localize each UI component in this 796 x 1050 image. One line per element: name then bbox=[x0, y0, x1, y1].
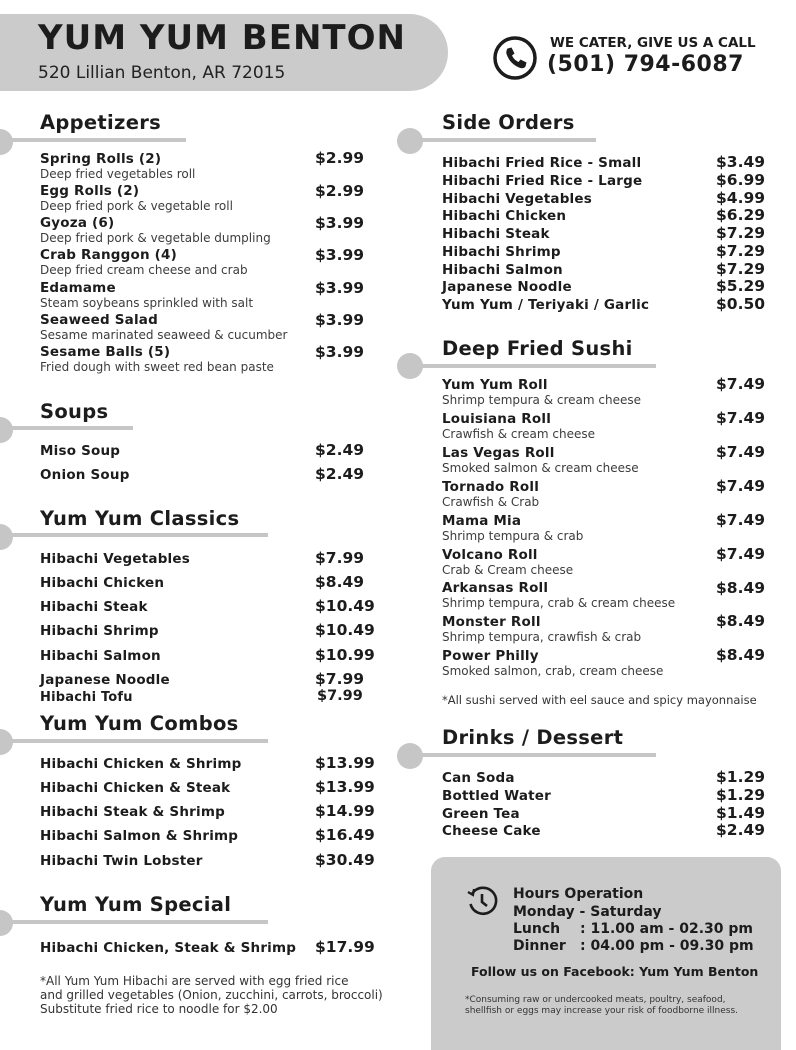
phone-icon bbox=[492, 35, 538, 81]
menu-item-price: $7.29 bbox=[716, 260, 766, 278]
menu-item-price: $7.49 bbox=[716, 511, 766, 529]
menu-item-price: $30.49 bbox=[315, 851, 375, 869]
menu-item-name: Hibachi Chicken, Steak & Shrimp bbox=[40, 940, 297, 956]
menu-item-price: $6.29 bbox=[716, 206, 766, 224]
section-line bbox=[420, 138, 596, 142]
section-dot bbox=[0, 417, 13, 443]
menu-item-name: Green Tea bbox=[442, 806, 520, 822]
menu-item-desc: Smoked salmon, crab, cream cheese bbox=[442, 664, 664, 678]
section-title-appetizers: Appetizers bbox=[40, 111, 162, 134]
menu-item-name: Hibachi Steak bbox=[40, 599, 148, 615]
menu-item-desc: Crawfish & cream cheese bbox=[442, 427, 595, 441]
menu-item-name: Japanese Noodle bbox=[442, 279, 572, 295]
menu-item-name: Hibachi Salmon bbox=[442, 262, 563, 278]
menu-item-name: Hibachi Steak & Shrimp bbox=[40, 804, 225, 820]
menu-item-price: $7.99 bbox=[315, 670, 365, 688]
menu-item-desc: Deep fried pork & vegetable dumpling bbox=[40, 231, 271, 245]
section-dot bbox=[0, 524, 13, 550]
menu-item-name: Hibachi Steak bbox=[442, 226, 550, 242]
hibachi-note: *All Yum Yum Hibachi are served with egg fried rice bbox=[40, 974, 349, 988]
food-disclaimer: *Consuming raw or undercooked meats, poultry, seafood, bbox=[465, 995, 726, 1005]
menu-item-price: $7.49 bbox=[716, 375, 766, 393]
menu-item-price: $1.29 bbox=[716, 768, 766, 786]
menu-item-name: Onion Soup bbox=[40, 467, 130, 483]
menu-item-price: $3.99 bbox=[315, 343, 365, 361]
menu-item-price: $7.99 bbox=[317, 688, 363, 704]
menu-item-price: $7.99 bbox=[315, 549, 365, 567]
menu-item-price: $2.99 bbox=[315, 182, 365, 200]
dinner-time: : 04.00 pm - 09.30 pm bbox=[580, 938, 754, 954]
menu-item-name: Spring Rolls (2) bbox=[40, 151, 162, 167]
menu-item-name: Hibachi Tofu bbox=[40, 690, 133, 705]
menu-item-price: $16.49 bbox=[315, 826, 375, 844]
section-title-deep-fried-sushi: Deep Fried Sushi bbox=[442, 337, 633, 360]
menu-item-desc: Deep fried cream cheese and crab bbox=[40, 263, 248, 277]
hours-days: Monday - Saturday bbox=[513, 904, 662, 920]
menu-item-name: Hibachi Vegetables bbox=[442, 191, 592, 207]
menu-item-name: Egg Rolls (2) bbox=[40, 183, 140, 199]
sushi-note: *All sushi served with eel sauce and spicy mayonnaise bbox=[442, 693, 757, 707]
menu-item-price: $13.99 bbox=[315, 778, 375, 796]
menu-item-desc: Deep fried vegetables roll bbox=[40, 167, 196, 181]
section-title-drinks: Drinks / Dessert bbox=[442, 726, 624, 749]
menu-item-desc: Sesame marinated seaweed & cucumber bbox=[40, 328, 288, 342]
menu-item-name: Hibachi Chicken & Shrimp bbox=[40, 756, 242, 772]
menu-item-name: Hibachi Salmon & Shrimp bbox=[40, 828, 239, 844]
menu-item-name: Hibachi Chicken & Steak bbox=[40, 780, 231, 796]
menu-item-desc: Shrimp tempura, crawfish & crab bbox=[442, 630, 642, 644]
menu-item-name: Cheese Cake bbox=[442, 823, 541, 839]
menu-item-name: Hibachi Shrimp bbox=[40, 623, 159, 639]
menu-item-desc: Shrimp tempura, crab & cream cheese bbox=[442, 596, 676, 610]
section-line bbox=[420, 753, 656, 757]
menu-item-price: $7.49 bbox=[716, 443, 766, 461]
menu-item-price: $6.99 bbox=[716, 171, 766, 189]
section-line bbox=[0, 426, 133, 430]
menu-item-price: $7.49 bbox=[716, 409, 766, 427]
menu-item-price: $14.99 bbox=[315, 802, 375, 820]
restaurant-name: YUM YUM BENTON bbox=[38, 18, 406, 58]
menu-item-name: Hibachi Shrimp bbox=[442, 244, 561, 260]
phone-number[interactable]: (501) 794-6087 bbox=[547, 52, 744, 77]
dinner-label: Dinner bbox=[513, 938, 566, 954]
menu-item-price: $7.49 bbox=[716, 477, 766, 495]
menu-item-price: $8.49 bbox=[716, 579, 766, 597]
section-line bbox=[0, 138, 186, 142]
menu-item-name: Bottled Water bbox=[442, 788, 552, 804]
menu-item-price: $17.99 bbox=[315, 938, 375, 956]
menu-item-price: $7.29 bbox=[716, 242, 766, 260]
menu-item-price: $2.49 bbox=[716, 821, 766, 839]
section-title-side-orders: Side Orders bbox=[442, 111, 575, 134]
section-line bbox=[0, 533, 268, 537]
menu-item-name: Monster Roll bbox=[442, 614, 541, 630]
menu-item-name: Edamame bbox=[40, 280, 116, 296]
menu-item-name: Yum Yum Roll bbox=[442, 377, 548, 393]
hibachi-note: and grilled vegetables (Onion, zucchini, carrots, broccoli) bbox=[40, 988, 383, 1002]
menu-item-price: $8.49 bbox=[716, 612, 766, 630]
menu-item-desc: Fried dough with sweet red bean paste bbox=[40, 360, 274, 374]
section-title-combos: Yum Yum Combos bbox=[40, 712, 239, 735]
menu-item-price: $3.49 bbox=[716, 153, 766, 171]
menu-item-name: Gyoza (6) bbox=[40, 215, 115, 231]
menu-item-price: $7.49 bbox=[716, 545, 766, 563]
menu-item-name: Las Vegas Roll bbox=[442, 445, 555, 461]
facebook-link[interactable]: Follow us on Facebook: Yum Yum Benton bbox=[471, 964, 759, 979]
menu-item-price: $2.49 bbox=[315, 465, 365, 483]
menu-item-price: $8.49 bbox=[716, 646, 766, 664]
menu-item-price: $10.49 bbox=[315, 597, 375, 615]
menu-item-price: $3.99 bbox=[315, 214, 365, 232]
menu-item-price: $8.49 bbox=[315, 573, 365, 591]
menu-item-name: Hibachi Chicken bbox=[40, 575, 165, 591]
cater-text: WE CATER, GIVE US A CALL bbox=[550, 35, 756, 51]
menu-item-name: Power Philly bbox=[442, 648, 539, 664]
hibachi-note: Substitute fried rice to noodle for $2.00 bbox=[40, 1002, 278, 1016]
menu-item-name: Can Soda bbox=[442, 770, 515, 786]
menu-item-name: Louisiana Roll bbox=[442, 411, 552, 427]
menu-item-price: $2.49 bbox=[315, 441, 365, 459]
food-disclaimer: shellfish or eggs may increase your risk of foodborne illness. bbox=[465, 1006, 739, 1016]
menu-item-name: Arkansas Roll bbox=[442, 580, 549, 596]
menu-item-price: $10.99 bbox=[315, 646, 375, 664]
menu-item-price: $1.49 bbox=[716, 804, 766, 822]
menu-item-name: Hibachi Vegetables bbox=[40, 551, 190, 567]
menu-item-name: Hibachi Salmon bbox=[40, 648, 161, 664]
section-line bbox=[420, 364, 656, 368]
menu-item-price: $1.29 bbox=[716, 786, 766, 804]
section-line bbox=[0, 739, 268, 743]
menu-item-name: Mama Mia bbox=[442, 513, 522, 529]
menu-item-desc: Crawfish & Crab bbox=[442, 495, 540, 509]
menu-item-price: $10.49 bbox=[315, 621, 375, 639]
menu-item-price: $4.99 bbox=[716, 189, 766, 207]
menu-item-name: Japanese Noodle bbox=[40, 672, 170, 688]
menu-item-price: $5.29 bbox=[716, 277, 766, 295]
menu-item-price: $3.99 bbox=[315, 279, 365, 297]
menu-item-desc: Shrimp tempura & crab bbox=[442, 529, 584, 543]
menu-item-desc: Deep fried pork & vegetable roll bbox=[40, 199, 233, 213]
menu-item-name: Hibachi Fried Rice - Large bbox=[442, 173, 643, 189]
menu-item-name: Hibachi Fried Rice - Small bbox=[442, 155, 642, 171]
section-title-soups: Soups bbox=[40, 400, 109, 423]
lunch-time: : 11.00 am - 02.30 pm bbox=[580, 921, 753, 937]
menu-item-name: Miso Soup bbox=[40, 443, 121, 459]
menu-item-desc: Smoked salmon & cream cheese bbox=[442, 461, 639, 475]
menu-item-price: $0.50 bbox=[716, 295, 766, 313]
restaurant-address: 520 Lillian Benton, AR 72015 bbox=[38, 63, 286, 83]
section-line bbox=[0, 920, 268, 924]
menu-item-desc: Crab & Cream cheese bbox=[442, 563, 574, 577]
menu-item-name: Tornado Roll bbox=[442, 479, 540, 495]
menu-item-desc: Steam soybeans sprinkled with salt bbox=[40, 296, 254, 310]
menu-item-name: Seaweed Salad bbox=[40, 312, 158, 328]
section-title-classics: Yum Yum Classics bbox=[40, 507, 240, 530]
menu-item-name: Hibachi Chicken bbox=[442, 208, 567, 224]
lunch-label: Lunch bbox=[513, 921, 561, 937]
hours-title: Hours Operation bbox=[513, 886, 644, 902]
menu-item-name: Yum Yum / Teriyaki / Garlic bbox=[442, 297, 650, 313]
menu-item-price: $3.99 bbox=[315, 311, 365, 329]
menu-item-price: $3.99 bbox=[315, 246, 365, 264]
section-dot bbox=[0, 129, 13, 155]
menu-item-price: $13.99 bbox=[315, 754, 375, 772]
section-title-special: Yum Yum Special bbox=[40, 893, 232, 916]
menu-item-price: $2.99 bbox=[315, 149, 365, 167]
menu-item-name: Sesame Balls (5) bbox=[40, 344, 171, 360]
menu-item-desc: Shrimp tempura & cream cheese bbox=[442, 393, 641, 407]
clock-icon bbox=[466, 885, 498, 917]
menu-item-name: Crab Ranggon (4) bbox=[40, 247, 178, 263]
menu-item-name: Volcano Roll bbox=[442, 547, 538, 563]
menu-item-name: Hibachi Twin Lobster bbox=[40, 853, 203, 869]
menu-item-price: $7.29 bbox=[716, 224, 766, 242]
